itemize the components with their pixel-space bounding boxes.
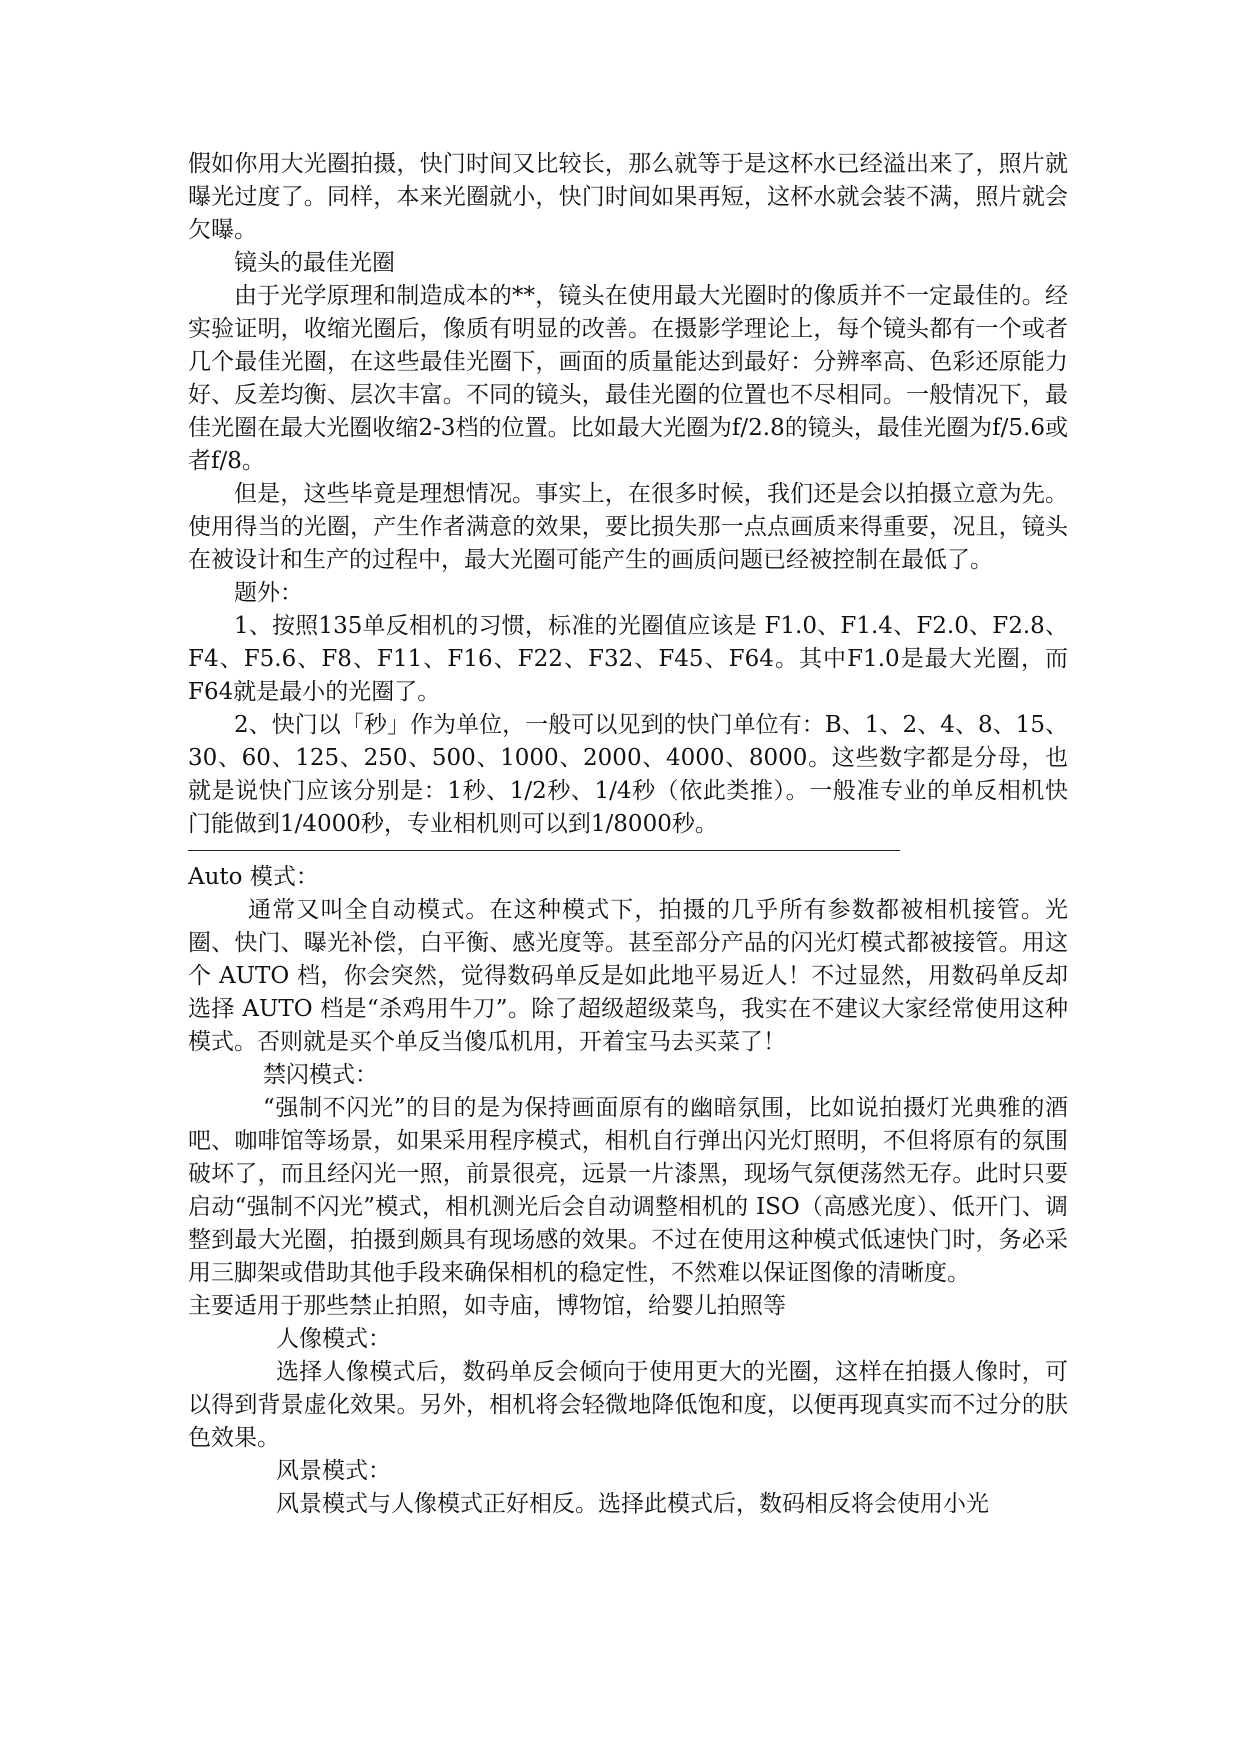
- portrait-mode-title: 人像模式：: [276, 1326, 391, 1352]
- landscape-mode-title: 风景模式：: [276, 1458, 391, 1484]
- paragraph-exposure: 假如你用大光圈拍摄，快门时间又比较长，那么就等于是这杯水已经溢出来了，照片就曝光过度了。同样，本来光圈就小，快门时间如果再短，这杯水就会装不满，照片就会欠曝。: [188, 151, 1068, 243]
- document-page: [188, 148, 1068, 1521]
- section-divider: [188, 850, 900, 851]
- paragraph-best-aperture: 由于光学原理和制造成本的**，镜头在使用最大光圈时的像质并不一定最佳的。经实验证明，收缩光圈后，像质有明显的改善。在摄影学理论上，每个镜头都有一个或者几个最佳光圈，在这些最佳光圈下，画面的质量能达到最好：分辨率高、色彩还原能力好、反差均衡、层次丰富。不同的镜头，最佳光圈的位置也不尽相同。一般情况下，最佳光圈在最大光圈收缩2-3档的位置。比如最大光圈为f/2.8的镜头，最佳光圈为f/5.6或者f/8。: [188, 283, 1068, 474]
- paragraph-ideal-case: 但是，这些毕竟是理想情况。事实上，在很多时候，我们还是会以拍摄立意为先。使用得当的光圈，产生作者满意的效果，要比损失那一点点画质来得重要，况且，镜头在被设计和生产的过程中，最大光圈可能产生的画质问题已经被控制在最低了。: [188, 481, 1068, 573]
- no-flash-mode-text: “强制不闪光”的目的是为保持画面原有的幽暗氛围，比如说拍摄灯光典雅的酒吧、咖啡馆等场景，如果采用程序模式，相机自行弹出闪光灯照明，不但将原有的氛围破坏了，而且经闪光一照，前景很亮，远景一片漆黑，现场气氛便荡然无存。此时只要启动“强制不闪光”模式，相机测光后会自动调整相机的 ISO（高感光度）、低开门、调整到最大光圈，拍摄到颇具有现场感的效果。不过在使用这种模式低速快门时，务必采用三脚架或借助其他手段来确保相机的稳定性，不然难以保证图像的清晰度。: [188, 1095, 1068, 1286]
- no-flash-usage: 主要适用于那些禁止拍照，如寺庙，博物馆，给婴儿拍照等: [188, 1293, 786, 1319]
- landscape-mode-text: 风景模式与人像模式正好相反。选择此模式后，数码相反将会使用小光: [276, 1491, 989, 1517]
- portrait-mode-text: 选择人像模式后，数码单反会倾向于使用更大的光圈，这样在拍摄人像时，可以得到背景虚化效果。另外，相机将会轻微地降低饱和度，以便再现真实而不过分的肤色效果。: [188, 1359, 1068, 1451]
- aside-title: 题外：: [234, 580, 303, 606]
- no-flash-mode-title: 禁闪模式：: [263, 1062, 378, 1088]
- auto-mode-title: Auto 模式：: [188, 864, 319, 890]
- note-shutter-values: 2、快门以「秒」作为单位，一般可以见到的快门单位有：B、1、2、4、8、15、30、60、125、250、500、1000、2000、4000、8000。这些数字都是分母，也就是说快门应该分别是：1秒、1/2秒、1/4秒（依此类推）。一般准专业的单反相机快门能做到1/4000秒，专业相机则可以到1/8000秒。: [188, 712, 1068, 837]
- heading-best-aperture: 镜头的最佳光圈: [234, 250, 395, 276]
- auto-mode-text: 通常又叫全自动模式。在这种模式下，拍摄的几乎所有参数都被相机接管。光圈、快门、曝光补偿，白平衡、感光度等。甚至部分产品的闪光灯模式都被接管。用这个 AUTO 档，你会突然，觉得数码单反是如此地平易近人！不过显然，用数码单反却选择 AUTO 档是“杀鸡用牛刀”。除了超级超级菜鸟，我实在不建议大家经常使用这种模式。否则就是买个单反当傻瓜机用，开着宝马去买菜了！: [188, 897, 1068, 1055]
- note-aperture-values: 1、按照135单反相机的习惯，标准的光圈值应该是 F1.0、F1.4、F2.0、F2.8、F4、F5.6、F8、F11、F16、F22、F32、F45、F64。其中F1.0是最大光圈，而F64就是最小的光圈了。: [188, 613, 1068, 705]
